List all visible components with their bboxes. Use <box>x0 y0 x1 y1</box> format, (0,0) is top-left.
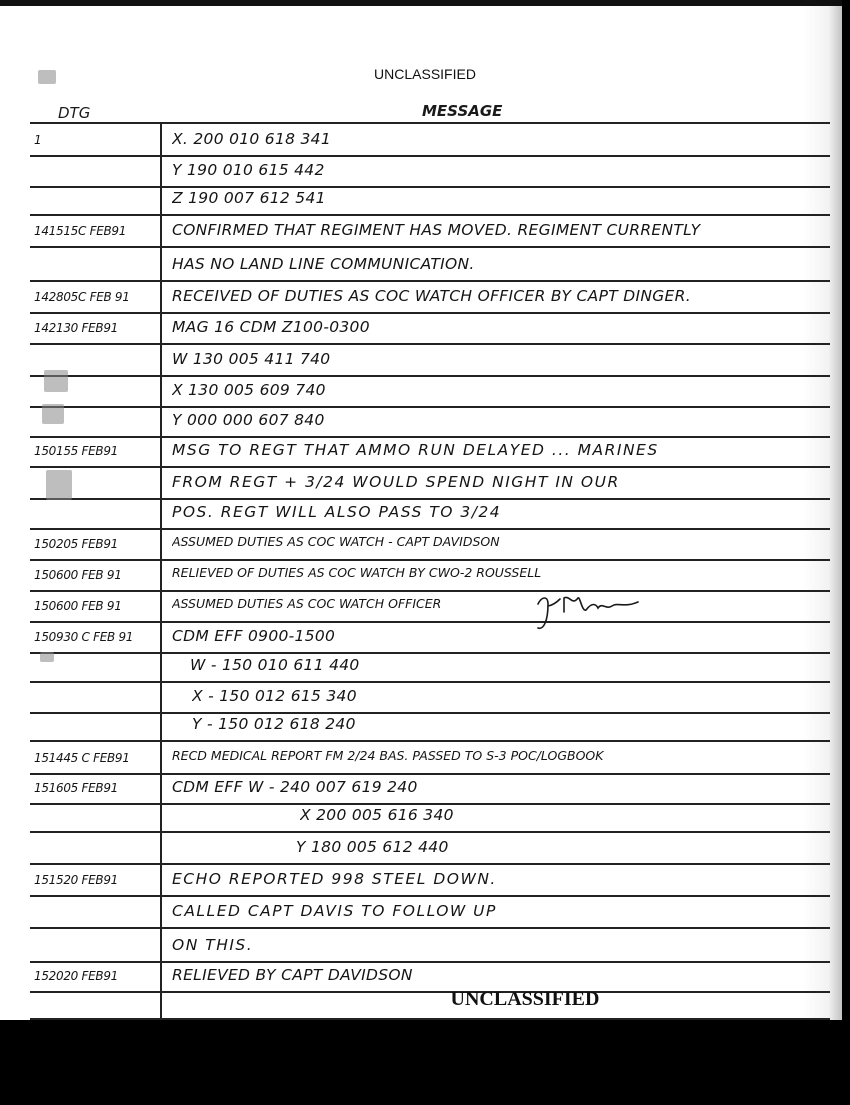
entry-message: Y - 150 012 618 240 <box>192 715 356 733</box>
entry-dtg: 150600 FEB 91 <box>34 599 122 613</box>
entry-message: HAS NO LAND LINE COMMUNICATION. <box>172 255 475 273</box>
entry-dtg: 150600 FEB 91 <box>34 568 122 582</box>
ruled-line <box>30 528 830 530</box>
entry-message: W 130 005 411 740 <box>172 350 331 368</box>
ruled-line <box>30 773 830 775</box>
ruled-line <box>30 280 830 282</box>
entry-message: X. 200 010 618 341 <box>172 130 331 148</box>
entry-message: MAG 16 CDM Z100-0300 <box>172 318 370 336</box>
entry-message: Y 180 005 612 440 <box>296 838 449 856</box>
ruled-line <box>30 246 830 248</box>
entry-dtg: 152020 FEB91 <box>34 969 119 983</box>
scan-noise <box>44 370 68 392</box>
scan-noise <box>42 404 64 424</box>
entry-dtg: 150155 FEB91 <box>34 444 119 458</box>
ruled-line <box>30 214 830 216</box>
ruled-line <box>30 498 830 500</box>
entry-message: W - 150 010 611 440 <box>190 656 360 674</box>
ruled-line <box>30 122 830 124</box>
ruled-line <box>30 436 830 438</box>
ruled-line <box>30 343 830 345</box>
ruled-line <box>30 466 830 468</box>
ruled-line <box>30 312 830 314</box>
ruled-line <box>30 961 830 963</box>
entry-dtg: 151605 FEB91 <box>34 781 119 795</box>
entry-dtg: 151520 FEB91 <box>34 873 119 887</box>
entry-message: ECHO REPORTED 998 STEEL DOWN. <box>172 870 497 888</box>
entry-message: RELIEVED BY CAPT DAVIDSON <box>172 966 413 984</box>
column-divider <box>160 122 162 1020</box>
entry-message: RECD MEDICAL REPORT FM 2/24 BAS. PASSED TO S-3 POC/LOGBOOK <box>172 748 604 763</box>
entry-message: RELIEVED OF DUTIES AS COC WATCH BY CWO-2 ROUSSELL <box>172 565 542 580</box>
ruled-line <box>30 681 830 683</box>
entry-message: Y 190 010 615 442 <box>172 161 325 179</box>
entry-message: ON THIS. <box>172 936 254 954</box>
scan-edge-right <box>842 0 850 1105</box>
entry-message: Y 000 000 607 840 <box>172 411 325 429</box>
handwritten-signature <box>534 586 644 636</box>
entry-message: CDM EFF 0900-1500 <box>172 627 336 645</box>
classification-banner-bottom: UNCLASSIFIED <box>450 988 600 1010</box>
entry-message: POS. REGT WILL ALSO PASS TO 3/24 <box>172 503 502 521</box>
entry-message: MSG TO REGT THAT AMMO RUN DELAYED ... MARINES <box>172 441 659 459</box>
entry-message: ASSUMED DUTIES AS COC WATCH - CAPT DAVIDSON <box>172 534 500 549</box>
scan-noise <box>46 470 72 500</box>
ruled-line <box>30 803 830 805</box>
entry-message: ASSUMED DUTIES AS COC WATCH OFFICER <box>172 596 442 611</box>
message-column-header: MESSAGE <box>422 102 503 120</box>
ruled-line <box>30 621 830 623</box>
ruled-line <box>30 406 830 408</box>
entry-dtg: 151445 C FEB91 <box>34 751 130 765</box>
entry-message: X - 150 012 615 340 <box>192 687 357 705</box>
ruled-line <box>30 155 830 157</box>
entry-dtg: 142805C FEB 91 <box>34 290 130 304</box>
ruled-line <box>30 559 830 561</box>
ruled-line <box>30 375 830 377</box>
entry-message: CALLED CAPT DAVIS TO FOLLOW UP <box>172 902 497 920</box>
dtg-column-header: DTG <box>58 104 91 122</box>
scan-noise <box>40 652 54 662</box>
ruled-line <box>30 740 830 742</box>
entry-dtg: 150930 C FEB 91 <box>34 630 134 644</box>
ruled-line <box>30 712 830 714</box>
ruled-line <box>30 186 830 188</box>
scan-edge-bottom <box>0 1020 850 1105</box>
scan-noise <box>38 70 56 84</box>
entry-dtg: 1 <box>34 133 42 147</box>
entry-message: Z 190 007 612 541 <box>172 189 326 207</box>
entry-message: X 130 005 609 740 <box>172 381 326 399</box>
entry-dtg: 142130 FEB91 <box>34 321 119 335</box>
ruled-line <box>30 863 830 865</box>
scan-edge-top <box>0 0 850 6</box>
ruled-line <box>30 927 830 929</box>
ruled-line <box>30 652 830 654</box>
ruled-line <box>30 590 830 592</box>
entry-message: X 200 005 616 340 <box>300 806 454 824</box>
classification-banner-top: UNCLASSIFIED <box>374 66 476 82</box>
entry-message: CONFIRMED THAT REGIMENT HAS MOVED. REGIMENT CURRENTLY <box>172 221 701 239</box>
ruled-line <box>30 831 830 833</box>
entry-dtg: 150205 FEB91 <box>34 537 119 551</box>
entry-message: RECEIVED OF DUTIES AS COC WATCH OFFICER BY CAPT DINGER. <box>172 287 691 305</box>
entry-message: CDM EFF W - 240 007 619 240 <box>172 778 418 796</box>
ruled-line <box>30 895 830 897</box>
entry-message: FROM REGT + 3/24 WOULD SPEND NIGHT IN OUR <box>172 473 620 491</box>
scan-edge-left <box>0 1020 18 1105</box>
entry-dtg: 141515C FEB91 <box>34 224 127 238</box>
